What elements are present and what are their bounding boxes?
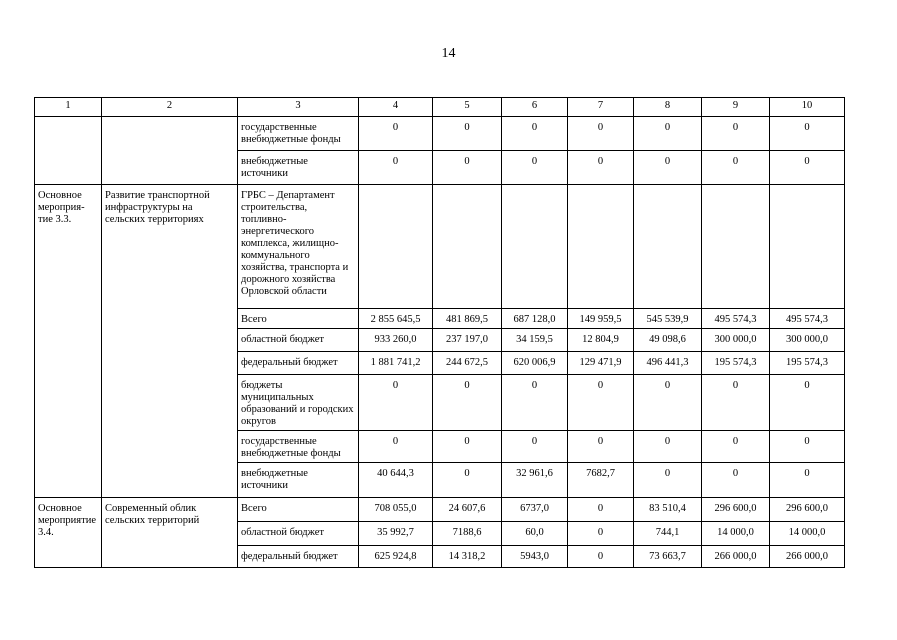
value-cell: 0	[702, 375, 770, 431]
empty-cell	[702, 185, 770, 309]
funding-source-label: федеральный бюджет	[238, 546, 359, 568]
value-cell: 0	[359, 375, 433, 431]
value-cell: 0	[702, 431, 770, 463]
col-header: 6	[502, 98, 568, 117]
value-cell: 83 510,4	[634, 498, 702, 522]
value-cell: 0	[433, 463, 502, 498]
empty-cell	[35, 117, 102, 185]
funding-source-label: внебюджетные источники	[238, 151, 359, 185]
table-row	[35, 498, 845, 522]
value-cell: 35 992,7	[359, 522, 433, 546]
value-cell: 0	[568, 546, 634, 568]
value-cell: 0	[502, 151, 568, 185]
value-cell: 296 600,0	[702, 498, 770, 522]
value-cell: 129 471,9	[568, 352, 634, 375]
value-cell: 0	[568, 431, 634, 463]
value-cell: 6737,0	[502, 498, 568, 522]
funding-source-label: государственные внебюджетные фонды	[238, 431, 359, 463]
funding-source-label: государственные внебюджетные фонды	[238, 117, 359, 151]
value-cell: 0	[433, 117, 502, 151]
value-cell: 0	[634, 375, 702, 431]
value-cell: 933 260,0	[359, 329, 433, 352]
value-cell: 496 441,3	[634, 352, 702, 375]
col-header: 4	[359, 98, 433, 117]
page-number: 14	[441, 46, 456, 61]
value-cell: 0	[770, 431, 845, 463]
value-cell: 0	[568, 151, 634, 185]
value-cell: 620 006,9	[502, 352, 568, 375]
value-cell: 300 000,0	[770, 329, 845, 352]
value-cell: 0	[634, 463, 702, 498]
column-number-row	[35, 98, 845, 117]
program-funding-table	[34, 97, 845, 568]
value-cell: 0	[568, 117, 634, 151]
funding-source-label: внебюджетные источники	[238, 463, 359, 498]
empty-cell	[634, 185, 702, 309]
value-cell: 32 961,6	[502, 463, 568, 498]
col-header: 7	[568, 98, 634, 117]
col-header: 5	[433, 98, 502, 117]
value-cell: 0	[502, 117, 568, 151]
value-cell: 0	[359, 117, 433, 151]
empty-cell	[770, 185, 845, 309]
value-cell: 49 098,6	[634, 329, 702, 352]
value-cell: 0	[770, 375, 845, 431]
value-cell: 2 855 645,5	[359, 309, 433, 329]
value-cell: 708 055,0	[359, 498, 433, 522]
value-cell: 0	[634, 151, 702, 185]
empty-cell	[433, 185, 502, 309]
value-cell: 40 644,3	[359, 463, 433, 498]
value-cell: 0	[702, 151, 770, 185]
event-name-cell: Развитие транспортной инфраструктуры на сельских территориях	[102, 185, 238, 498]
value-cell: 481 869,5	[433, 309, 502, 329]
empty-cell	[568, 185, 634, 309]
col-header: 3	[238, 98, 359, 117]
col-header: 8	[634, 98, 702, 117]
col-header: 10	[770, 98, 845, 117]
value-cell: 195 574,3	[702, 352, 770, 375]
event-number-cell: Основное мероприятие 3.4.	[35, 498, 102, 568]
value-cell: 0	[702, 463, 770, 498]
value-cell: 296 600,0	[770, 498, 845, 522]
value-cell: 14 000,0	[770, 522, 845, 546]
value-cell: 0	[770, 463, 845, 498]
empty-cell	[359, 185, 433, 309]
value-cell: 0	[702, 117, 770, 151]
value-cell: 744,1	[634, 522, 702, 546]
value-cell: 0	[433, 431, 502, 463]
value-cell: 5943,0	[502, 546, 568, 568]
value-cell: 12 804,9	[568, 329, 634, 352]
funding-source-label: Всего	[238, 309, 359, 329]
event-name-cell: Современный облик сельских территорий	[102, 498, 238, 568]
value-cell: 0	[568, 498, 634, 522]
col-header: 9	[702, 98, 770, 117]
value-cell: 0	[502, 431, 568, 463]
value-cell: 495 574,3	[770, 309, 845, 329]
value-cell: 0	[359, 151, 433, 185]
value-cell: 60,0	[502, 522, 568, 546]
value-cell: 244 672,5	[433, 352, 502, 375]
value-cell: 0	[770, 151, 845, 185]
table-row	[35, 185, 845, 309]
value-cell: 687 128,0	[502, 309, 568, 329]
value-cell: 34 159,5	[502, 329, 568, 352]
value-cell: 7188,6	[433, 522, 502, 546]
value-cell: 0	[568, 522, 634, 546]
value-cell: 0	[359, 431, 433, 463]
value-cell: 0	[770, 117, 845, 151]
empty-cell	[502, 185, 568, 309]
value-cell: 24 607,6	[433, 498, 502, 522]
value-cell: 0	[433, 151, 502, 185]
value-cell: 0	[502, 375, 568, 431]
value-cell: 1 881 741,2	[359, 352, 433, 375]
table-row	[35, 117, 845, 151]
value-cell: 14 000,0	[702, 522, 770, 546]
value-cell: 0	[634, 117, 702, 151]
value-cell: 0	[568, 375, 634, 431]
value-cell: 545 539,9	[634, 309, 702, 329]
value-cell: 0	[433, 375, 502, 431]
funding-source-label: бюджеты муниципальных образований и городских округов	[238, 375, 359, 431]
empty-cell	[102, 117, 238, 185]
value-cell: 14 318,2	[433, 546, 502, 568]
value-cell: 300 000,0	[702, 329, 770, 352]
value-cell: 266 000,0	[770, 546, 845, 568]
value-cell: 266 000,0	[702, 546, 770, 568]
event-number-cell: Основное мероприя-тие 3.3.	[35, 185, 102, 498]
value-cell: 625 924,8	[359, 546, 433, 568]
col-header: 2	[102, 98, 238, 117]
value-cell: 495 574,3	[702, 309, 770, 329]
value-cell: 195 574,3	[770, 352, 845, 375]
value-cell: 7682,7	[568, 463, 634, 498]
funding-source-label: Всего	[238, 498, 359, 522]
value-cell: 0	[634, 431, 702, 463]
value-cell: 149 959,5	[568, 309, 634, 329]
value-cell: 237 197,0	[433, 329, 502, 352]
funding-source-label: областной бюджет	[238, 522, 359, 546]
funding-source-label: федеральный бюджет	[238, 352, 359, 375]
grbs-label: ГРБС – Департамент строительства, топливно-энергетического комплекса, жилищно-коммунального хозяйства, транспорта и дорожного хозяйства Орловской области	[238, 185, 359, 309]
funding-source-label: областной бюджет	[238, 329, 359, 352]
value-cell: 73 663,7	[634, 546, 702, 568]
col-header: 1	[35, 98, 102, 117]
